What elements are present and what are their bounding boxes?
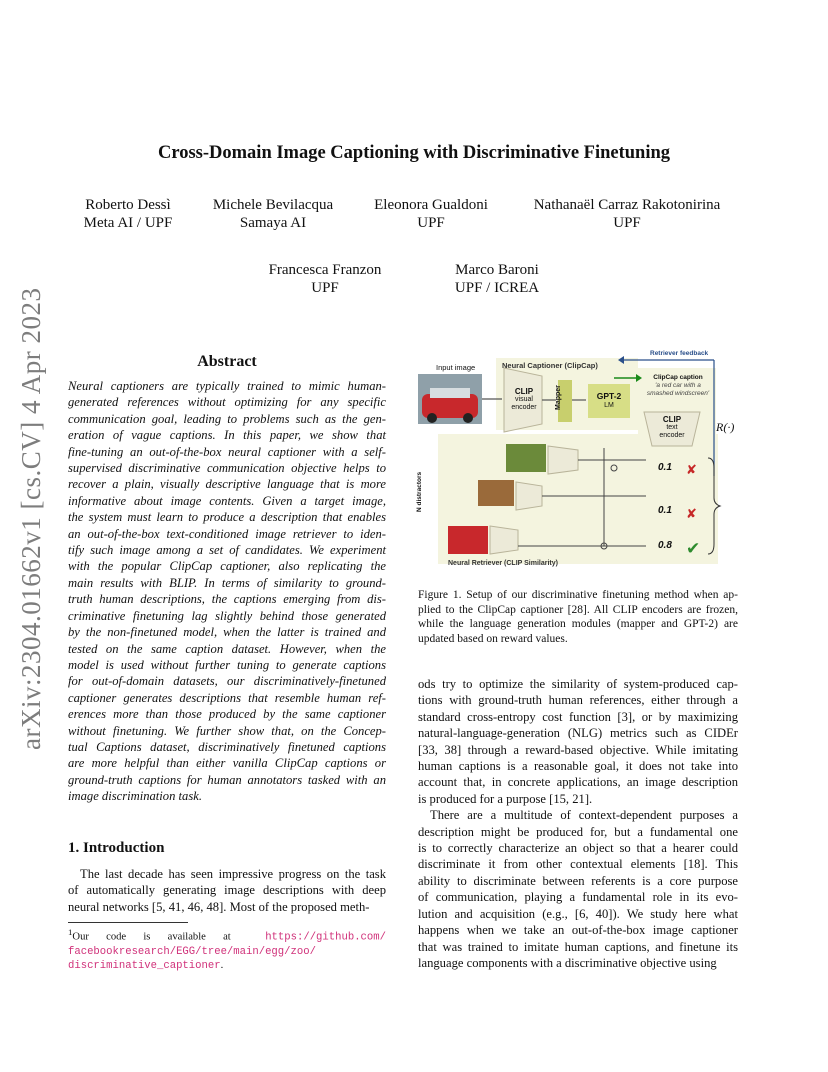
text-line: erences more than those produced by the same captioner bbox=[68, 707, 386, 722]
paper-title: Cross-Domain Image Captioning with Discriminative Finetuning bbox=[157, 143, 671, 163]
text-line: generated references without optimizing for any specific bbox=[68, 395, 386, 410]
text-line: standard cross-entropy cost function [3], or by maximizing bbox=[418, 709, 738, 724]
code-url-part[interactable]: https://github.com/ bbox=[265, 931, 386, 944]
cross-icon: ✘ bbox=[686, 506, 697, 521]
score-value: 0.8 bbox=[658, 540, 672, 551]
author-affiliation: UPF bbox=[613, 215, 641, 231]
code-url-part[interactable]: facebookresearch/EGG/tree/main/egg/zoo/ bbox=[68, 945, 316, 958]
text-line: lution and acquisition (e.g., [6, 40]). We study here what bbox=[418, 906, 738, 921]
text-line: Neural captioners are typically trained to mimic human- bbox=[68, 379, 386, 393]
text-line: There are a multitude of context-dependent purposes a bbox=[430, 808, 738, 823]
text-line: plied to the ClipCap captioner [28]. All CLIP encoders are frozen, bbox=[418, 603, 738, 616]
text-line: truth human descriptions, the captions emerging from dis- bbox=[68, 592, 386, 607]
author-name: Francesca Franzon bbox=[268, 262, 382, 278]
text-line: discriminate it from other contextual elements [18]. This bbox=[418, 857, 738, 872]
text-line: language components with a discriminative objective using bbox=[418, 955, 717, 970]
author-name: Nathanaël Carraz Rakotonirina bbox=[533, 197, 721, 213]
distractor-image bbox=[506, 444, 546, 472]
clip-visual-label: CLIP visual encoder bbox=[511, 387, 537, 411]
retriever-title: Neural Retriever (CLIP Similarity) bbox=[448, 560, 558, 567]
text-line: Figure 1. Setup of our discriminative finetuning method when ap- bbox=[418, 589, 738, 601]
text-line: are more helpful than either vanilla ClipCap captions or bbox=[68, 756, 386, 771]
text-line: ability to discriminate between referents is a core purpose bbox=[418, 873, 738, 888]
text-line: human captions is a reasonable goal, it does not take into bbox=[418, 759, 738, 774]
author-block bbox=[198, 196, 348, 232]
text-line: an out-of-the-box text-conditioned image retriever to iden- bbox=[68, 526, 386, 541]
author-affiliation: UPF bbox=[311, 280, 339, 296]
footnote: $^1$Our code is available at https://github.com/ facebookresearch/EGG/tree/main/egg/zoo/ discriminative_captioner. bbox=[68, 927, 386, 972]
footnote-mark: 1 bbox=[68, 927, 73, 937]
text-line: by the non-finetuned model, when the latter is trained and bbox=[68, 625, 386, 640]
text-line: with the popular ClipCap captioner, also replicating the bbox=[68, 559, 386, 574]
figure-caption bbox=[418, 588, 738, 646]
retriever-feedback-label: Retriever feedback bbox=[650, 350, 709, 357]
text-line: without finetuning. We further show that, on the Concep- bbox=[68, 723, 386, 738]
distractor-image bbox=[478, 480, 514, 506]
text-line: description might be produced for, but a fundamental one bbox=[418, 824, 738, 839]
clipcap-caption: ClipCap caption 'a red car with a smashed windscreen' bbox=[646, 374, 710, 397]
target-image bbox=[448, 526, 488, 554]
author-block bbox=[60, 196, 196, 232]
text-line: the system must learn to produce a description that enables bbox=[68, 510, 386, 525]
text-line: tions with ground-truth human references, either through a bbox=[418, 693, 738, 708]
author-name: Roberto Dessì bbox=[85, 197, 171, 213]
introduction-body bbox=[68, 866, 386, 915]
text-line: ground-truth captions for human annotators tasked with an bbox=[68, 772, 386, 787]
abstract-heading: Abstract bbox=[197, 353, 257, 370]
text-line: captioner generates descriptions that resemble human ref- bbox=[68, 690, 386, 705]
text-line: eration of vague captions. In this paper, we show that bbox=[68, 428, 386, 443]
author-name: Michele Bevilacqua bbox=[212, 197, 334, 213]
check-icon: ✔ bbox=[686, 539, 701, 558]
author-block bbox=[360, 196, 502, 232]
text-line: model is used without further tuning to generate captions bbox=[68, 657, 386, 672]
figure-1 bbox=[418, 350, 740, 575]
author-name: Eleonora Gualdoni bbox=[374, 197, 488, 213]
captioner-title: Neural Captioner (ClipCap) bbox=[502, 361, 598, 370]
author-block bbox=[516, 196, 738, 232]
text-line: updated based on reward values. bbox=[418, 632, 568, 645]
text-line: supervised discriminative communication objective helps to bbox=[68, 461, 386, 476]
text-line: neural networks [5, 41, 46, 48]. Most of the proposed meth- bbox=[68, 899, 370, 914]
author-affiliation: UPF bbox=[417, 215, 445, 231]
mapper-label: Mapper bbox=[555, 385, 562, 410]
input-image-label: Input image bbox=[436, 363, 476, 372]
text-line: informative about image contents. Given a target image, bbox=[68, 493, 386, 508]
text-line: tual Captions dataset, discriminatively finetuned captions bbox=[68, 739, 386, 754]
text-line: The last decade has seen impressive progress on the task bbox=[80, 867, 386, 881]
author-affiliation: Meta AI / UPF bbox=[83, 215, 173, 231]
footnote-rule bbox=[68, 922, 188, 923]
text-line: main results with BLIP. In terms of similarity to ground- bbox=[68, 575, 386, 590]
text-line: is to correctly characterize an object so that a hearer could bbox=[418, 841, 738, 856]
text-line: recover a plain, visually descriptive language that is more bbox=[68, 477, 386, 492]
section-heading-introduction: 1. Introduction bbox=[68, 840, 165, 856]
abstract-body bbox=[68, 378, 386, 805]
text-line: natural-language-generation (NLG) metrics such as CIDEr bbox=[418, 726, 738, 741]
author-affiliation: Samaya AI bbox=[239, 215, 307, 231]
text-line: [33, 38] through a reward-based objective. While imitating bbox=[418, 742, 738, 757]
text-line: account that, in concrete applications, an image description bbox=[418, 775, 738, 790]
clip-text-label: CLIP text encoder bbox=[659, 415, 685, 439]
code-url-part[interactable]: discriminative_captioner bbox=[68, 959, 221, 972]
cross-icon: ✘ bbox=[686, 462, 697, 477]
text-line: for out-of-domain datasets, our discriminatively-finetuned bbox=[68, 674, 386, 689]
gpt2-label: GPT-2 LM bbox=[596, 391, 622, 409]
arxiv-identifier: arXiv:2304.01662v1 [cs.CV] 4 Apr 2023 bbox=[16, 287, 46, 750]
n-distractors-label: N distractors bbox=[416, 471, 423, 512]
text-line: tested on the same caption dataset. However, when the bbox=[68, 641, 386, 656]
author-block bbox=[430, 261, 564, 297]
right-column-body bbox=[418, 676, 738, 971]
author-block bbox=[250, 261, 400, 297]
author-name: Marco Baroni bbox=[455, 262, 539, 278]
text-line: ods try to optimize the similarity of system-produced cap- bbox=[418, 677, 738, 691]
text-line: criminative finetuning lag slightly behind those generated bbox=[68, 608, 386, 623]
score-value: 0.1 bbox=[658, 462, 672, 473]
text-line: that was trained to imitate human captions, and finetune its bbox=[418, 939, 738, 954]
reward-function: R(·) bbox=[716, 420, 735, 434]
text-line: happens when we take an out-of-the-box image captioner bbox=[418, 923, 738, 938]
text-line: is produced for a purpose [15, 21]. bbox=[418, 791, 593, 806]
text-line: communication goal, leading to problems such as the gen- bbox=[68, 411, 386, 426]
text-line: tify such image among a set of candidates. We experiment bbox=[68, 543, 386, 558]
footnote-text: Our code is available at bbox=[72, 931, 231, 943]
text-line: of automatically generating image descriptions with deep bbox=[68, 883, 386, 898]
score-value: 0.1 bbox=[658, 505, 672, 516]
text-line: image discrimination task. bbox=[68, 789, 202, 804]
text-line: while the language generation modules (mapper and GPT-2) are bbox=[418, 618, 738, 631]
author-affiliation: UPF / ICREA bbox=[454, 280, 540, 296]
text-line: fine-tuning an out-of-the-box neural captioner with a self- bbox=[68, 444, 386, 459]
text-line: of communication, playing a fundamental role in its evo- bbox=[418, 890, 738, 905]
